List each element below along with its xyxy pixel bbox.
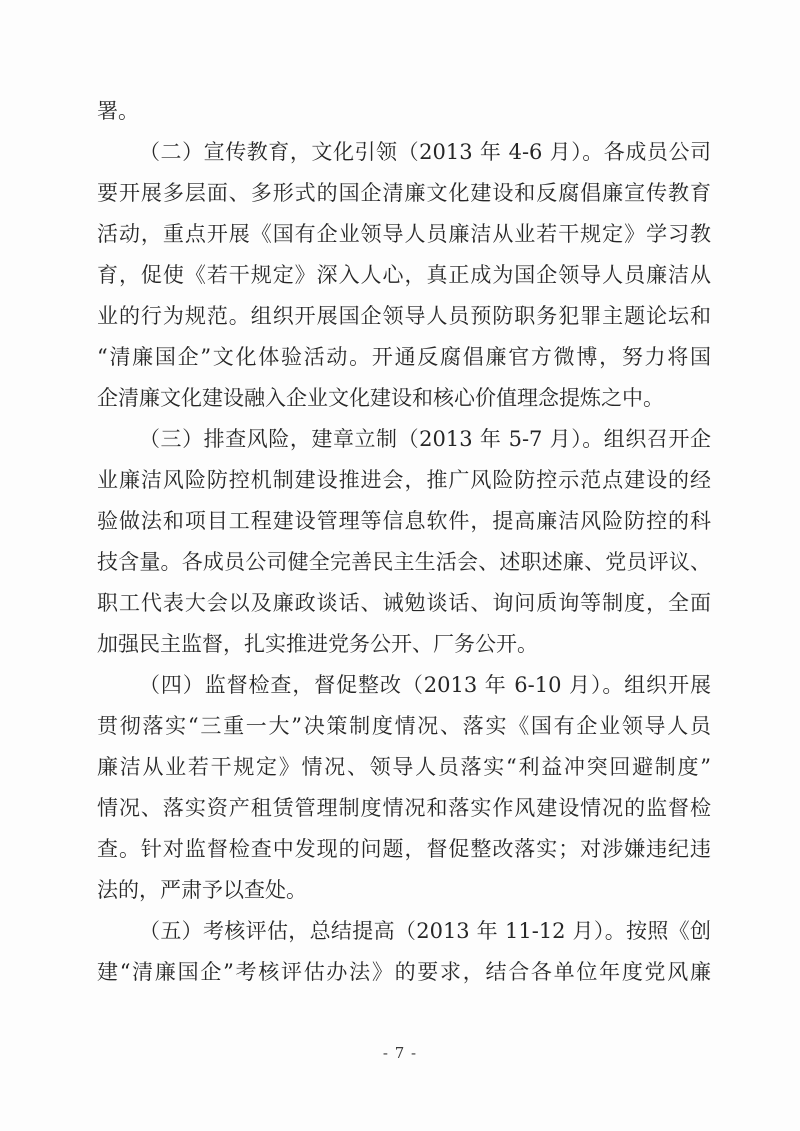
text-line: 查。针对监督检查中发现的问题，督促整改落实；对涉嫌违纪违 (97, 837, 711, 861)
text-line: （五）考核评估，总结提高（2013 年 11-12 月）。按照《创 (139, 919, 711, 943)
text-line: 加强民主监督，扎实推进党务公开、厂务公开。 (97, 632, 538, 656)
text-line: （二）宣传教育，文化引领（2013 年 4-6 月）。各成员公司 (139, 140, 711, 164)
text-line: 廉洁从业若干规定》情况、领导人员落实“利益冲突回避制度” (97, 755, 711, 779)
text-line: 要开展多层面、多形式的国企清廉文化建设和反腐倡廉宣传教育 (97, 181, 711, 205)
text-line: 验做法和项目工程建设管理等信息软件，提高廉洁风险防控的科 (97, 509, 711, 533)
text-line: 职工代表大会以及廉政谈话、诫勉谈话、询问质询等制度，全面 (97, 591, 711, 615)
text-line: 贯彻落实“三重一大”决策制度情况、落实《国有企业领导人员 (97, 714, 711, 738)
text-line: “清廉国企”文化体验活动。开通反腐倡廉官方微博，努力将国 (97, 345, 711, 369)
document-body (97, 91, 711, 993)
text-line: （四）监督检查，督促整改（2013 年 6-10 月）。组织开展 (139, 673, 711, 697)
text-line: 情况、落实资产租赁管理制度情况和落实作风建设情况的监督检 (97, 796, 711, 820)
text-line: 企清廉文化建设融入企业文化建设和核心价值理念提炼之中。 (97, 386, 664, 410)
text-line: （三）排查风险，建章立制（2013 年 5-7 月）。组织召开企 (139, 427, 711, 451)
text-line: 育，促使《若干规定》深入人心，真正成为国企领导人员廉洁从 (97, 263, 711, 287)
text-line: 署。 (97, 99, 139, 123)
text-line: 业廉洁风险防控机制建设推进会，推广风险防控示范点建设的经 (97, 468, 711, 492)
text-line: 活动，重点开展《国有企业领导人员廉洁从业若干规定》学习教 (97, 222, 711, 246)
page-number: - 7 - (382, 1044, 418, 1062)
text-line: 法的，严肃予以查处。 (97, 878, 307, 902)
text-line: 建“清廉国企”考核评估办法》的要求，结合各单位年度党风廉 (97, 960, 711, 984)
text-line: 业的行为规范。组织开展国企领导人员预防职务犯罪主题论坛和 (97, 304, 711, 328)
text-line: 技含量。各成员公司健全完善民主生活会、述职述廉、党员评议、 (97, 550, 711, 574)
